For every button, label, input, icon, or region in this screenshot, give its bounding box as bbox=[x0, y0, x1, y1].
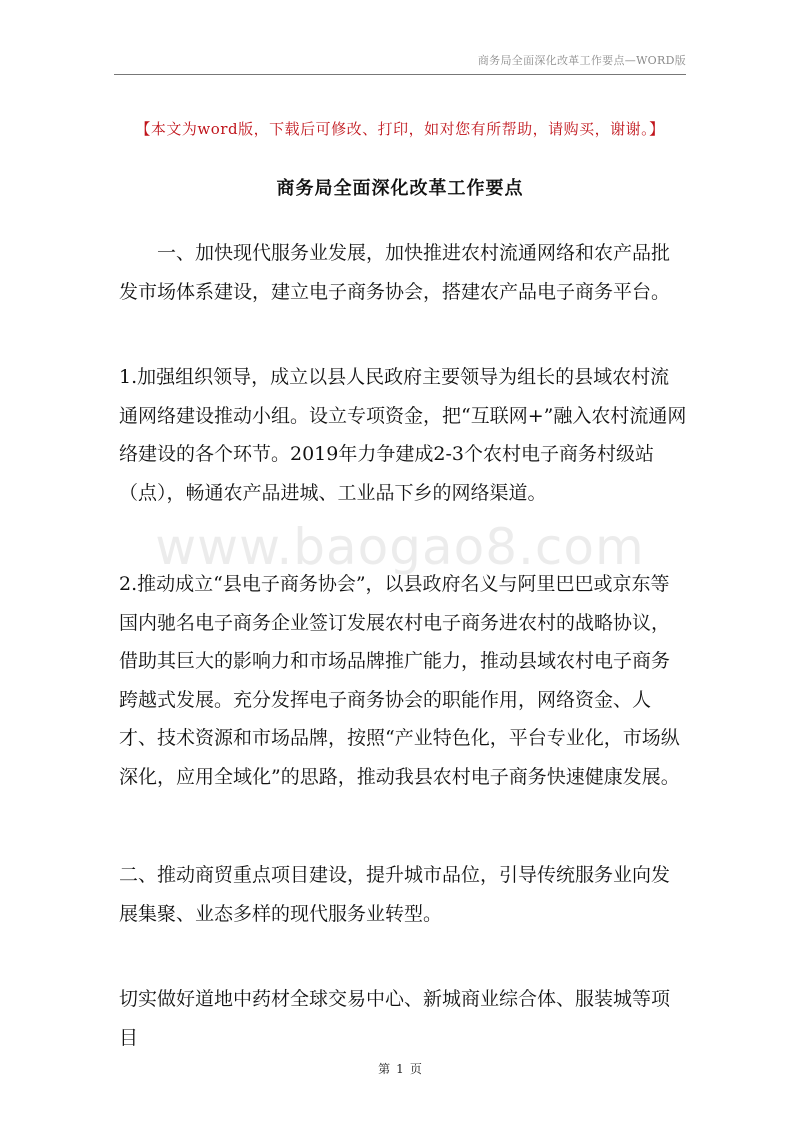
paragraph-section-one: 一、加快现代服务业发展，加快推进农村流通网络和农产品批发市场体系建设，建立电子商务协会，搭建农产品电子商务平台。 bbox=[119, 242, 671, 303]
page-number-footer bbox=[300, 1060, 500, 1077]
page-prefix: 第 bbox=[378, 1062, 391, 1076]
header-divider bbox=[114, 74, 686, 75]
page-number: 1 bbox=[396, 1062, 404, 1076]
document-title: 商务局全面深化改革工作要点 bbox=[276, 178, 524, 199]
purchase-notice: 【本文为word版，下载后可修改、打印，如对您有所帮助，请购买，谢谢。】 bbox=[135, 120, 665, 138]
paragraph-section-two: 二、推动商贸重点项目建设，提升城市品位，引导传统服务业向发展集聚、业态多样的现代服务业转型。 bbox=[119, 864, 671, 925]
watermark: www.baogao8.com bbox=[155, 518, 645, 576]
page-suffix: 页 bbox=[409, 1062, 422, 1076]
running-header: 商务局全面深化改革工作要点—WORD版 bbox=[477, 54, 686, 67]
paragraph-item-one: 1.加强组织领导，成立以县人民政府主要领导为组长的县域农村流通网络建设推动小组。设立专项资金，把“互联网+”融入农村流通网络建设的各个环节。2019年力争建成2-3个农村电子商务村级站（点），畅通农产品进城、工业品下乡的网络渠道。 bbox=[119, 366, 687, 504]
paragraph-item-two: 2.推动成立“县电子商务协会”，以县政府名义与阿里巴巴或京东等国内驰名电子商务企业签订发展农村电子商务进农村的战略协议，借助其巨大的影响力和市场品牌推广能力，推动县域农村电子商务跨越式发展。充分发挥电子商务协会的职能作用，网络资金、人才、技术资源和市场品牌，按照“产业特色化，平台专业化，市场纵深化，应用全域化”的思路，推动我县农村电子商务快速健康发展。 bbox=[119, 573, 680, 788]
paragraph-continued: 切实做好道地中药材全球交易中心、新城商业综合体、服装城等项目 bbox=[119, 988, 671, 1049]
